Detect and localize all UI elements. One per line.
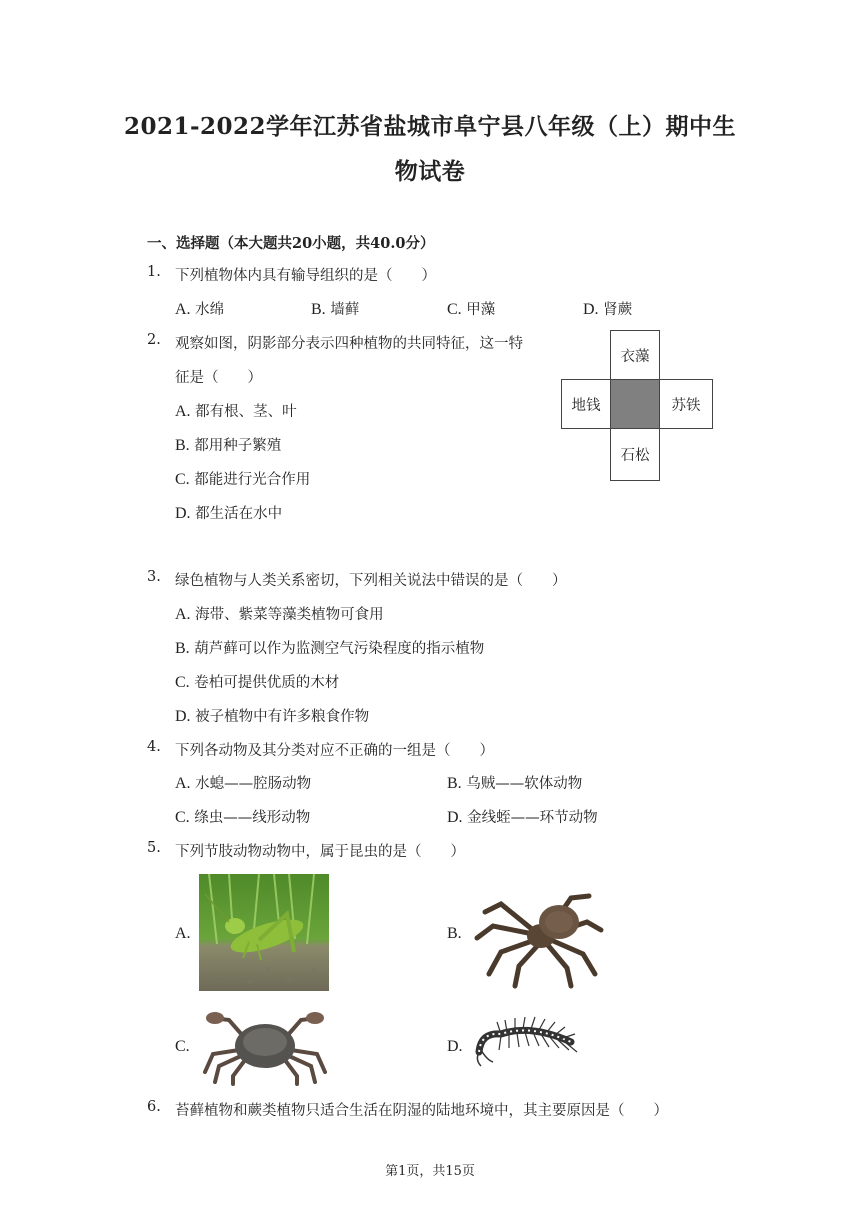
diagram-right-cell: 苏铁 [659,379,713,429]
option-d: D. 被子植物中有许多粮食作物 [175,708,370,725]
option-b: B. 都用种子繁殖 [175,437,282,454]
option-a: A. 海带、紫菜等藻类植物可食用 [175,606,384,623]
option-a: A. 都有根、茎、叶 [175,403,297,420]
option-c: C. 甲藻 [447,301,496,318]
question-number: 6. [147,1099,161,1115]
page-title-line2: 物试卷 [394,158,466,185]
question-number: 2. [147,332,161,348]
option-c: C. [175,1038,190,1055]
crab-image [199,1006,331,1086]
option-a: A. 水螅——腔肠动物 [175,775,312,792]
question-text: 下列节肢动物动物中，属于昆虫的是（ ） [175,844,465,860]
question-text-cont: 征是（ ） [175,370,262,386]
option-b: B. 乌贼——软体动物 [447,775,583,792]
option-c: C. 卷柏可提供优质的木材 [175,674,340,691]
page-footer: 第1页，共15页 [385,1164,475,1179]
section-heading: 一、选择题（本大题共20小题，共40.0分） [147,235,435,252]
question-text: 下列植物体内具有输导组织的是（ ） [175,268,436,284]
question-text: 观察如图，阴影部分表示四种植物的共同特征，这一特 [175,336,523,352]
tarantula-image [471,874,607,991]
question-text: 苔藓植物和蕨类植物只适合生活在阴湿的陆地环境中，其主要原因是（ ） [175,1103,668,1119]
option-b: B. [447,925,462,942]
option-c: C. 都能进行光合作用 [175,471,311,488]
question-text: 绿色植物与人类关系密切，下列相关说法中错误的是（ ） [175,573,567,589]
option-d: D. [447,1038,463,1055]
page-title-line1: 2021-2022学年江苏省盐城市阜宁县八年级（上）期中生 [123,113,737,140]
diagram-top-cell: 衣藻 [610,330,660,380]
diagram-left-cell: 地钱 [561,379,611,429]
question-number: 4. [147,739,161,755]
option-b: B. 葫芦藓可以作为监测空气污染程度的指示植物 [175,640,485,657]
question-text: 下列各动物及其分类对应不正确的一组是（ ） [175,743,494,759]
option-d: D. 都生活在水中 [175,505,283,522]
question-number: 3. [147,569,161,585]
diagram-shaded-center [610,379,660,429]
option-d: D. 肾蕨 [583,301,633,318]
question-number: 5. [147,840,161,856]
option-d: D. 金线蛭——环节动物 [447,809,598,826]
diagram-bottom-cell: 石松 [610,428,660,481]
grasshopper-image [199,874,329,991]
option-c: C. 绦虫——线形动物 [175,809,311,826]
option-b: B. 墙藓 [311,301,360,318]
centipede-image [471,1012,583,1078]
option-a: A. [175,925,191,942]
question-number: 1. [147,264,161,280]
plant-venn-diagram [561,330,713,481]
option-a: A. 水绵 [175,301,225,318]
